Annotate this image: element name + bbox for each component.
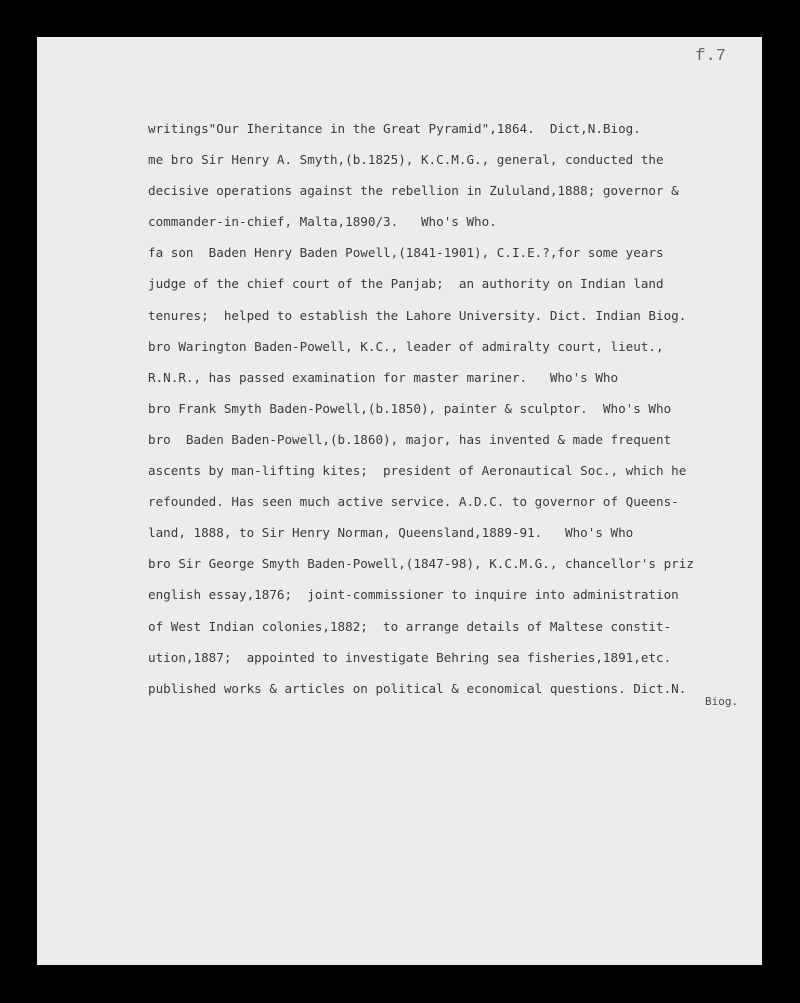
text-line: R.N.R., has passed examination for master mariner. Who's Who	[148, 369, 619, 385]
text-line: of West Indian colonies,1882; to arrange details of Maltese constit-	[148, 618, 672, 634]
text-line: writings"Our Iheritance in the Great Pyramid",1864. Dict,N.Biog.	[148, 121, 641, 136]
text-line: land, 1888, to Sir Henry Norman, Queensland,1889-91. Who's Who	[148, 525, 634, 541]
text-line: bro Warington Baden-Powell, K.C., leader of admiralty court, lieut.,	[148, 338, 664, 354]
folio-number: f.7	[695, 47, 726, 66]
text-line: tenures; helped to establish the Lahore University. Dict. Indian Biog.	[148, 307, 687, 323]
text-line: judge of the chief court of the Panjab; an authority on Indian land	[148, 276, 664, 292]
text-line: commander-in-chief, Malta,1890/3. Who's Who.	[148, 214, 497, 230]
text-line: english essay,1876; joint-commissioner to inquire into administration	[148, 587, 679, 603]
text-line: me bro Sir Henry A. Smyth,(b.1825), K.C.M.G., general, conducted the	[148, 152, 664, 168]
text-line: fa son Baden Henry Baden Powell,(1841-1901), C.I.E.?,for some years	[148, 245, 664, 261]
text-line: ascents by man-lifting kites; president of Aeronautical Soc., which he	[148, 463, 687, 479]
document-page	[37, 37, 762, 965]
text-line: bro Sir George Smyth Baden-Powell,(1847-98), K.C.M.G., chancellor's priz	[148, 556, 694, 572]
text-line: ution,1887; appointed to investigate Behring sea fisheries,1891,etc.	[148, 649, 672, 665]
trailing-abbreviation: Biog.	[705, 695, 739, 708]
text-line: published works & articles on political & economical questions. Dict.N.	[148, 680, 687, 696]
text-line: decisive operations against the rebellion in Zululand,1888; governor &	[148, 183, 679, 199]
text-line: bro Baden Baden-Powell,(b.1860), major, has invented & made frequent	[148, 431, 672, 447]
typed-text-body	[148, 118, 694, 709]
text-line: refounded. Has seen much active service. A.D.C. to governor of Queens-	[148, 494, 679, 510]
text-line: bro Frank Smyth Baden-Powell,(b.1850), painter & sculptor. Who's Who	[148, 400, 672, 416]
